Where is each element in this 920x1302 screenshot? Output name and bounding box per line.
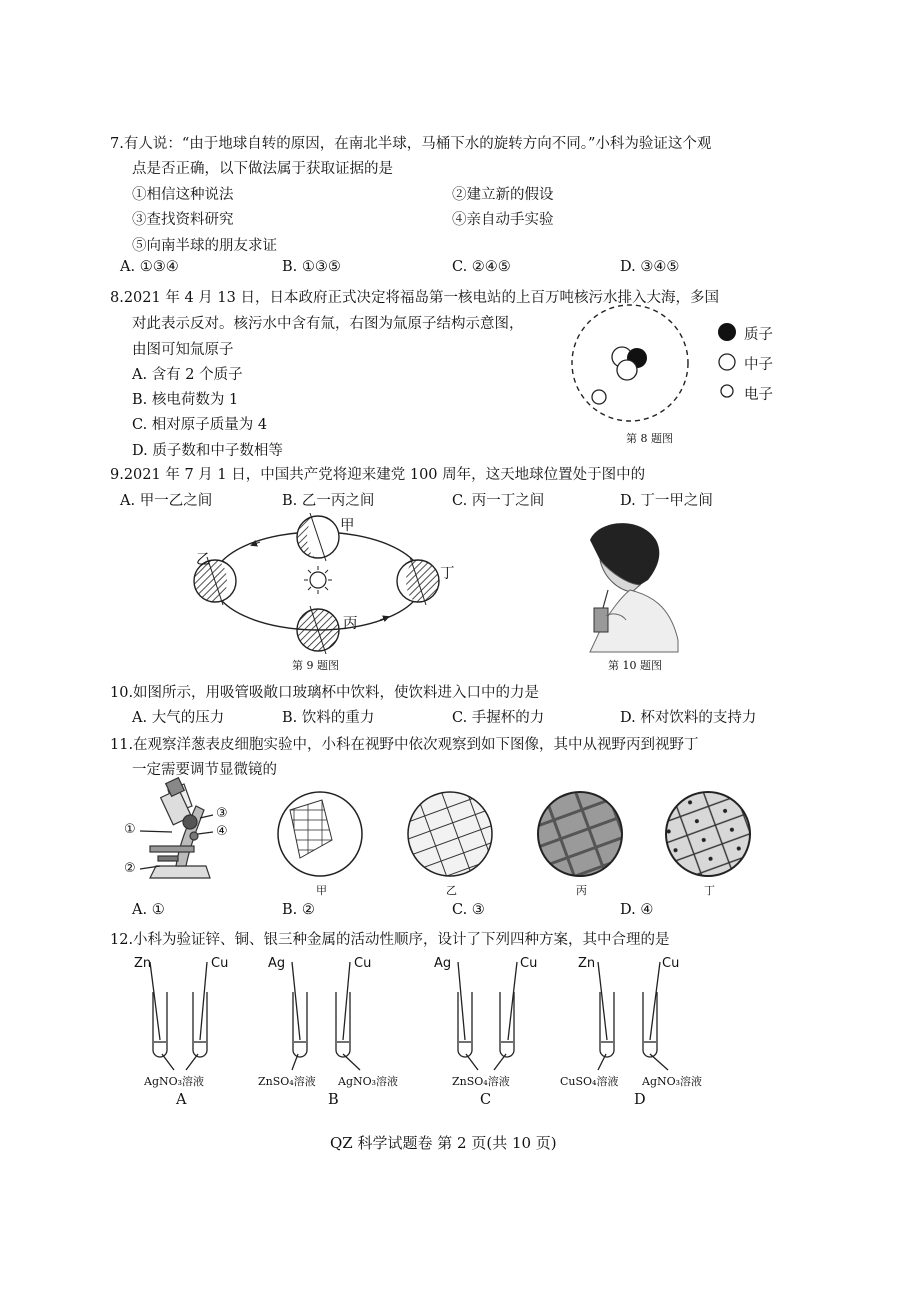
q11-option-a: A. ① [132,902,165,918]
scheme-c-metal-1: Ag [434,956,452,971]
scheme-a-solution-1: AgNO₃溶液 [144,1075,205,1088]
scheme-c-label: C [480,1092,492,1108]
q7-item-1: ①相信这种说法 [132,187,234,203]
scheme-b-metal-1: Ag [268,956,286,971]
q9-option-a: A. 甲一乙之间 [120,493,213,509]
microscope-part-2: ② [124,861,136,876]
q7-item-3: ③查找资料研究 [132,212,234,228]
page-footer: QZ 科学试题卷 第 2 页(共 10 页) [330,1134,557,1152]
q7-stem-line1: 7.有人说：“由于地球自转的原因，在南北半球，马桶下水的旋转方向不同。”小科为验证这个观 [110,136,712,152]
scheme-c-metal-2: Cu [520,956,538,971]
q9-stem: 9.2021 年 7 月 1 日，中国共产党将迎来建党 100 周年，这天地球位置处于图中的 [110,467,646,483]
orbit-label-yi: 乙 [196,552,211,568]
scheme-b-solution-1: ZnSO₄溶液 [258,1075,316,1088]
q7-option-a: A. ①③④ [120,259,179,275]
q12-stem: 12.小科为验证锌、铜、银三种金属的活动性顺序，设计了下列四种方案，其中合理的是 [110,932,670,948]
microscope-part-3: ③ [216,806,228,821]
scheme-d-label: D [634,1092,646,1108]
q8-stem-line1: 8.2021 年 4 月 13 日，日本政府正式决定将福岛第一核电站的上百万吨核污水排入大海，多国 [110,290,719,306]
q8-option-a: A. 含有 2 个质子 [132,367,243,383]
microscope-part-1: ① [124,822,136,837]
q11-option-d: D. ④ [620,902,654,918]
q8-figure-caption: 第 8 题图 [626,432,673,445]
scheme-d-solution-2: AgNO₃溶液 [642,1075,703,1088]
legend-electron-label: 电子 [744,387,773,403]
q9-option-b: B. 乙一丙之间 [282,493,375,509]
orbit-label-jia: 甲 [340,518,355,534]
q11-stem-line2: 一定需要调节显微镜的 [132,762,277,778]
q11-option-b: B. ② [282,902,315,918]
q9-option-c: C. 丙一丁之间 [452,493,545,509]
scheme-c-solution-1: ZnSO₄溶液 [452,1075,510,1088]
scheme-d-solution-1: CuSO₄溶液 [560,1075,619,1088]
q11-stem-line1: 11.在观察洋葱表皮细胞实验中，小科在视野中依次观察到如下图像，其中从视野丙到视野丁 [110,737,699,753]
q10-option-a: A. 大气的压力 [132,710,225,726]
q8-stem-line2: 对此表示反对。核污水中含有氚，右图为氚原子结构示意图， [132,316,524,332]
scheme-a-metal-2: Cu [211,956,229,971]
scheme-b-metal-2: Cu [354,956,372,971]
scheme-d-metal-2: Cu [662,956,680,971]
q7-option-c: C. ②④⑤ [452,259,511,275]
scheme-a-label: A [176,1092,187,1108]
view-label-ding: 丁 [704,884,715,897]
scheme-b-label: B [328,1092,339,1108]
q8-option-d: D. 质子数和中子数相等 [132,443,283,459]
q10-figure-caption: 第 10 题图 [608,659,662,672]
q7-item-2: ②建立新的假设 [452,187,554,203]
q10-option-b: B. 饮料的重力 [282,710,375,726]
scheme-b-solution-2: AgNO₃溶液 [338,1075,399,1088]
scheme-d-metal-1: Zn [578,956,596,971]
view-label-bing: 丙 [576,884,587,897]
q10-option-d: D. 杯对饮料的支持力 [620,710,757,726]
q10-stem: 10.如图所示，用吸管吸敞口玻璃杯中饮料，使饮料进入口中的力是 [110,685,540,701]
q8-option-c: C. 相对原子质量为 4 [132,417,268,433]
q7-stem-line2: 点是否正确，以下做法属于获取证据的是 [132,161,393,177]
legend-neutron-label: 中子 [744,357,773,373]
q9-option-d: D. 丁一甲之间 [620,493,713,509]
orbit-label-ding: 丁 [440,566,455,582]
q7-option-b: B. ①③⑤ [282,259,341,275]
scheme-a-metal-1: Zn [134,956,152,971]
view-label-yi: 乙 [446,884,457,897]
q8-option-b: B. 核电荷数为 1 [132,392,239,408]
q11-option-c: C. ③ [452,902,485,918]
orbit-label-bing: 丙 [343,616,358,632]
legend-proton-label: 质子 [744,327,773,343]
q9-figure-caption: 第 9 题图 [292,659,339,672]
view-label-jia: 甲 [316,884,327,897]
q8-stem-line3: 由图可知氚原子 [132,342,234,358]
q7-item-5: ⑤向南半球的朋友求证 [132,238,277,254]
q7-option-d: D. ③④⑤ [620,259,680,275]
microscope-part-4: ④ [216,824,228,839]
q10-option-c: C. 手握杯的力 [452,710,545,726]
q7-item-4: ④亲自动手实验 [452,212,554,228]
